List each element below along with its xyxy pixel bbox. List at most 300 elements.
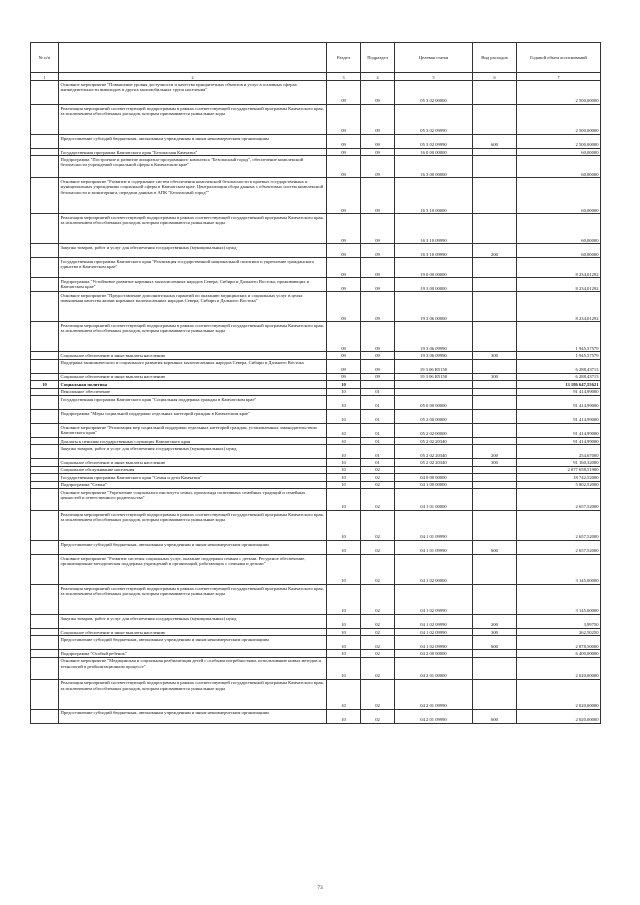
page-number: 73 bbox=[317, 885, 323, 891]
row-target-article: 04 2 01 09990 bbox=[395, 679, 473, 709]
table-body bbox=[31, 81, 601, 724]
row-number bbox=[31, 81, 59, 105]
table-row bbox=[31, 459, 601, 466]
row-name: Предоставление субсидий бюджетным, автономным учреждениям и иным некоммерческим организациям bbox=[59, 541, 327, 555]
row-podrazdel: 02 bbox=[361, 555, 395, 585]
row-number bbox=[31, 292, 59, 322]
row-razdel: 10 bbox=[327, 388, 361, 395]
row-podrazdel: 02 bbox=[361, 474, 395, 481]
col-num: 1 bbox=[31, 73, 59, 81]
row-target-article: 19 3 06 R5150 bbox=[395, 359, 473, 373]
table-row bbox=[31, 135, 601, 149]
row-razdel: 09 bbox=[327, 214, 361, 244]
row-razdel: 10 bbox=[327, 481, 361, 488]
row-number bbox=[31, 322, 59, 352]
row-target-article: 05 3 02 09990 bbox=[395, 105, 473, 135]
row-expense-type bbox=[473, 156, 517, 178]
row-target-article: 04 2 01 09990 bbox=[395, 709, 473, 723]
row-number bbox=[31, 135, 59, 149]
row-name: Социальное обеспечение и иные выплаты населению bbox=[59, 373, 327, 380]
row-expense-type bbox=[473, 555, 517, 585]
row-expense-type bbox=[473, 149, 517, 156]
row-podrazdel: 09 bbox=[361, 373, 395, 380]
row-amount: 91 160,32000 bbox=[517, 459, 601, 466]
row-podrazdel: 09 bbox=[361, 81, 395, 105]
row-razdel: 09 bbox=[327, 156, 361, 178]
table-row bbox=[31, 445, 601, 459]
row-expense-type: 600 bbox=[473, 709, 517, 723]
row-amount: 91 414,99000 bbox=[517, 396, 601, 410]
row-number bbox=[31, 278, 59, 292]
row-number bbox=[31, 629, 59, 636]
header-annual-amount: Годовой объем ассигнований bbox=[517, 43, 601, 73]
row-target-article: 04 1 00 00000 bbox=[395, 481, 473, 488]
table-row bbox=[31, 322, 601, 352]
row-expense-type: 200 bbox=[473, 445, 517, 459]
row-number bbox=[31, 396, 59, 410]
table-row bbox=[31, 636, 601, 650]
row-podrazdel: 01 bbox=[361, 388, 395, 395]
row-target-article: 19 3 06 00000 bbox=[395, 292, 473, 322]
row-number bbox=[31, 438, 59, 445]
row-number bbox=[31, 541, 59, 555]
table-row bbox=[31, 373, 601, 380]
row-target-article: 19 0 00 00000 bbox=[395, 258, 473, 278]
table-row bbox=[31, 481, 601, 488]
row-podrazdel: 02 bbox=[361, 615, 395, 629]
table-row bbox=[31, 629, 601, 636]
table-row bbox=[31, 424, 601, 438]
row-podrazdel: 01 bbox=[361, 424, 395, 438]
row-podrazdel: 09 bbox=[361, 322, 395, 352]
row-name: Закупка товаров, работ и услуг для обеспечения государственных (муниципальных) нужд bbox=[59, 615, 327, 629]
row-target-article: 04 1 02 09990 bbox=[395, 615, 473, 629]
row-razdel: 10 bbox=[327, 511, 361, 541]
row-name: Реализация мероприятий соответствующей подпрограммы в рамках соответствующей государственной программы Камчатского края, за исключением обособленных расходов, которым присваиваются уникальные коды bbox=[59, 585, 327, 615]
table-row bbox=[31, 489, 601, 511]
row-target-article: 04 1 01 09990 bbox=[395, 541, 473, 555]
row-amount: 6 400,00000 bbox=[517, 650, 601, 657]
row-name: Закупка товаров, работ и услуг для обеспечения государственных (муниципальных) нужд bbox=[59, 445, 327, 459]
row-razdel: 10 bbox=[327, 445, 361, 459]
row-expense-type: 600 bbox=[473, 541, 517, 555]
row-amount: 18 742,52000 bbox=[517, 474, 601, 481]
table-row bbox=[31, 541, 601, 555]
row-razdel: 10 bbox=[327, 466, 361, 473]
row-name: Реализация мероприятий соответствующей подпрограммы в рамках соответствующей государственной программы Камчатского края, за исключением обособленных расходов, которым присваиваются уникальные коды bbox=[59, 214, 327, 244]
row-number bbox=[31, 511, 59, 541]
row-expense-type bbox=[473, 481, 517, 488]
row-podrazdel: 09 bbox=[361, 244, 395, 258]
row-expense-type: 200 bbox=[473, 244, 517, 258]
row-target-article: 05 2 02 00000 bbox=[395, 424, 473, 438]
column-number-row bbox=[31, 73, 601, 81]
table-row bbox=[31, 396, 601, 410]
row-number bbox=[31, 585, 59, 615]
row-name: Государственная программа Камчатского края "Безопасная Камчатка" bbox=[59, 149, 327, 156]
row-number bbox=[31, 244, 59, 258]
table-row bbox=[31, 244, 601, 258]
row-name: Основное мероприятие "Повышение уровня доступности и качества приоритетных объектов и услуг в основных сферах жизнедеятельности инвалидов и других маломобильных групп населения" bbox=[59, 81, 327, 105]
row-expense-type bbox=[473, 585, 517, 615]
row-razdel: 10 bbox=[327, 489, 361, 511]
row-razdel: 09 bbox=[327, 135, 361, 149]
row-name: Социальное обслуживание населения bbox=[59, 466, 327, 473]
row-expense-type bbox=[473, 438, 517, 445]
row-amount: 2 657,52000 bbox=[517, 541, 601, 555]
table-row bbox=[31, 438, 601, 445]
row-amount: 91 414,99000 bbox=[517, 438, 601, 445]
row-amount: 2 020,00000 bbox=[517, 679, 601, 709]
row-name: Реализация мероприятий соответствующей подпрограммы в рамках соответствующей государственной программы Камчатского края, за исключением обособленных расходов, которым присваиваются уникальные коды bbox=[59, 511, 327, 541]
row-number bbox=[31, 445, 59, 459]
table-row bbox=[31, 585, 601, 615]
table-row bbox=[31, 278, 601, 292]
row-target-article: 04 1 01 09990 bbox=[395, 511, 473, 541]
table-row bbox=[31, 178, 601, 214]
row-razdel: 09 bbox=[327, 105, 361, 135]
row-razdel: 09 bbox=[327, 258, 361, 278]
row-podrazdel: 02 bbox=[361, 679, 395, 709]
row-number bbox=[31, 474, 59, 481]
col-num: 5 bbox=[395, 73, 473, 81]
row-amount: 60,00000 bbox=[517, 149, 601, 156]
row-expense-type: 600 bbox=[473, 135, 517, 149]
row-podrazdel: 09 bbox=[361, 292, 395, 322]
row-expense-type bbox=[473, 322, 517, 352]
header-razdel: Раздел bbox=[327, 43, 361, 73]
row-expense-type: 300 bbox=[473, 459, 517, 466]
row-podrazdel: 09 bbox=[361, 156, 395, 178]
table-row bbox=[31, 292, 601, 322]
table-row bbox=[31, 258, 601, 278]
row-target-article: 04 1 02 09990 bbox=[395, 636, 473, 650]
row-razdel: 09 bbox=[327, 352, 361, 359]
row-target-article: 04 1 01 00000 bbox=[395, 489, 473, 511]
row-podrazdel: 02 bbox=[361, 585, 395, 615]
table-row bbox=[31, 352, 601, 359]
row-razdel: 10 bbox=[327, 459, 361, 466]
row-razdel: 09 bbox=[327, 373, 361, 380]
col-num: 2 bbox=[59, 73, 327, 81]
row-podrazdel: 09 bbox=[361, 258, 395, 278]
row-podrazdel: 02 bbox=[361, 489, 395, 511]
row-razdel: 10 bbox=[327, 541, 361, 555]
row-name: Основное мероприятие "Развитие системы социальных услуг, оказание поддержки семьям с детьми. Ресурсное обеспечение, организационно-методическая поддержка учреждений и организаций, работающих с семьями и детьми" bbox=[59, 555, 327, 585]
row-name: Реализация мероприятий соответствующей подпрограммы в рамках соответствующей государственной программы Камчатского края, за исключением обособленных расходов, которым присваиваются уникальные коды bbox=[59, 322, 327, 352]
row-number bbox=[31, 555, 59, 585]
col-num: 3 bbox=[327, 73, 361, 81]
row-amount: 254,67000 bbox=[517, 445, 601, 459]
row-expense-type: 300 bbox=[473, 629, 517, 636]
row-name: Подпрограмма "Устойчивое развитие коренных малочисленных народов Севера, Сибири и Дальнего Востока, проживающих в Камчатском крае" bbox=[59, 278, 327, 292]
row-target-article: 05 2 00 00000 bbox=[395, 410, 473, 424]
row-target-article: 05 0 00 00000 bbox=[395, 396, 473, 410]
row-target-article: 04 1 02 09990 bbox=[395, 629, 473, 636]
table-row bbox=[31, 555, 601, 585]
row-name: Основное мероприятие "Предоставление дополнительных гарантий по оказанию медицинских и социальных услуг в целях повышения качества жизни коренных малочисленных народов Севера, Сибири и Дальнего Востока" bbox=[59, 292, 327, 322]
row-expense-type bbox=[473, 466, 517, 473]
row-expense-type: 600 bbox=[473, 636, 517, 650]
row-amount: 91 414,99000 bbox=[517, 388, 601, 395]
row-name: Социальное обеспечение и иные выплаты населению bbox=[59, 629, 327, 636]
row-number bbox=[31, 679, 59, 709]
row-target-article: 05 3 02 09990 bbox=[395, 135, 473, 149]
row-amount: 1 945,57579 bbox=[517, 322, 601, 352]
row-podrazdel: 09 bbox=[361, 178, 395, 214]
row-number bbox=[31, 615, 59, 629]
row-razdel: 10 bbox=[327, 474, 361, 481]
row-number bbox=[31, 650, 59, 657]
row-amount: 2 500,00000 bbox=[517, 135, 601, 149]
row-target-article: 05 2 02 20340 bbox=[395, 438, 473, 445]
row-expense-type bbox=[473, 679, 517, 709]
row-number bbox=[31, 178, 59, 214]
table-row bbox=[31, 466, 601, 473]
row-podrazdel: 01 bbox=[361, 445, 395, 459]
row-podrazdel: 09 bbox=[361, 135, 395, 149]
row-name: Социальное обеспечение и иные выплаты населению bbox=[59, 352, 327, 359]
row-razdel: 10 bbox=[327, 657, 361, 679]
row-amount: 262,50250 bbox=[517, 629, 601, 636]
row-name: Подпрограмма "Семья" bbox=[59, 481, 327, 488]
row-number bbox=[31, 709, 59, 723]
row-target-article: 04 2 00 00000 bbox=[395, 650, 473, 657]
row-target-article bbox=[395, 388, 473, 395]
row-expense-type: 200 bbox=[473, 615, 517, 629]
row-amount: 8 234,01292 bbox=[517, 278, 601, 292]
row-target-article: 04 1 02 09990 bbox=[395, 585, 473, 615]
row-expense-type bbox=[473, 278, 517, 292]
row-number bbox=[31, 466, 59, 473]
row-name: Предоставление субсидий бюджетным, автономным учреждениям и иным некоммерческим организациям bbox=[59, 135, 327, 149]
row-amount: 3 145,00000 bbox=[517, 585, 601, 615]
row-amount: 2 020,00000 bbox=[517, 657, 601, 679]
row-target-article: 16 3 10 09990 bbox=[395, 244, 473, 258]
row-target-article: 05 2 02 20340 bbox=[395, 445, 473, 459]
col-num: 7 bbox=[517, 73, 601, 81]
row-target-article: 19 3 06 09990 bbox=[395, 322, 473, 352]
row-name: Доплаты к пенсиям государственных служащих Камчатского края bbox=[59, 438, 327, 445]
row-name: Государственная программа Камчатского края "Реализация государственной национальной политики и укрепление гражданского единства в Камчатском крае" bbox=[59, 258, 327, 278]
row-amount: 60,00000 bbox=[517, 214, 601, 244]
row-number bbox=[31, 105, 59, 135]
row-razdel: 10 bbox=[327, 679, 361, 709]
table-row bbox=[31, 381, 601, 388]
table-row bbox=[31, 388, 601, 395]
table-row bbox=[31, 679, 601, 709]
row-podrazdel: 01 bbox=[361, 438, 395, 445]
row-number bbox=[31, 149, 59, 156]
row-expense-type bbox=[473, 81, 517, 105]
header-podrazdel: Подраздел bbox=[361, 43, 395, 73]
budget-table bbox=[30, 42, 601, 724]
row-razdel: 10 bbox=[327, 709, 361, 723]
row-razdel: 10 bbox=[327, 424, 361, 438]
row-amount: 60,00000 bbox=[517, 156, 601, 178]
row-number bbox=[31, 373, 59, 380]
table-row bbox=[31, 511, 601, 541]
row-expense-type bbox=[473, 388, 517, 395]
row-name: Основное мероприятие "Укрепление социального института семьи, пропаганда позитивных семейных традиций и семейных ценностей и ответственного родительства" bbox=[59, 489, 327, 511]
row-target-article: 16 3 00 00000 bbox=[395, 156, 473, 178]
row-razdel: 10 bbox=[327, 381, 361, 388]
header-expense-type: Вид расходов bbox=[473, 43, 517, 73]
row-razdel: 09 bbox=[327, 149, 361, 156]
row-razdel: 09 bbox=[327, 81, 361, 105]
table-row bbox=[31, 709, 601, 723]
row-expense-type bbox=[473, 178, 517, 214]
row-expense-type bbox=[473, 359, 517, 373]
row-number bbox=[31, 657, 59, 679]
row-name: Основное мероприятие "Развитие и содержание систем обеспечения комплексной безопасности в краевых государственных и муниципальных учреждениях социальной сферы в Камчатском крае. Централизация сбора данных с объектовых систем комплексной безопасности и мониторинга, передачи данных в АПК "Безопасный город"" bbox=[59, 178, 327, 214]
row-number bbox=[31, 388, 59, 395]
table-row bbox=[31, 657, 601, 679]
row-target-article bbox=[395, 466, 473, 473]
row-podrazdel: 02 bbox=[361, 511, 395, 541]
row-name: Предоставление субсидий бюджетным, автономным учреждениям и иным некоммерческим организациям bbox=[59, 709, 327, 723]
col-num: 4 bbox=[361, 73, 395, 81]
row-name: Основное мероприятие "Реализация мер социальной поддержки отдельных категорий граждан, установленных законодательством Камчатского края" bbox=[59, 424, 327, 438]
row-expense-type bbox=[473, 511, 517, 541]
row-razdel: 10 bbox=[327, 585, 361, 615]
row-podrazdel: 09 bbox=[361, 149, 395, 156]
row-amount: 60,00000 bbox=[517, 178, 601, 214]
row-razdel: 09 bbox=[327, 244, 361, 258]
row-amount: 3 145,00000 bbox=[517, 555, 601, 585]
col-num: 6 bbox=[473, 73, 517, 81]
row-target-article: 19 3 00 00000 bbox=[395, 278, 473, 292]
row-podrazdel: 09 bbox=[361, 214, 395, 244]
row-razdel: 10 bbox=[327, 396, 361, 410]
row-number bbox=[31, 424, 59, 438]
table-row bbox=[31, 105, 601, 135]
row-razdel: 10 bbox=[327, 629, 361, 636]
row-expense-type bbox=[473, 650, 517, 657]
row-name: Реализация мероприятий соответствующей подпрограммы в рамках соответствующей государственной программы Камчатского края, за исключением обособленных расходов, которым присваиваются уникальные коды bbox=[59, 679, 327, 709]
row-podrazdel: 09 bbox=[361, 105, 395, 135]
row-number bbox=[31, 489, 59, 511]
row-name: Подпрограмма "Особый ребенок" bbox=[59, 650, 327, 657]
row-razdel: 09 bbox=[327, 322, 361, 352]
row-amount: 2 500,00000 bbox=[517, 81, 601, 105]
row-target-article: 19 3 06 09990 bbox=[395, 352, 473, 359]
header-target-article: Целевая статья bbox=[395, 43, 473, 73]
row-number bbox=[31, 214, 59, 244]
row-name: Пенсионное обеспечение bbox=[59, 388, 327, 395]
row-podrazdel: 09 bbox=[361, 359, 395, 373]
row-podrazdel: 09 bbox=[361, 352, 395, 359]
table-header-row bbox=[31, 43, 601, 73]
row-name: Предоставление субсидий бюджетным, автономным учреждениям и иным некоммерческим организациям bbox=[59, 636, 327, 650]
row-target-article: 04 2 01 00000 bbox=[395, 657, 473, 679]
row-amount: 1 945,57579 bbox=[517, 352, 601, 359]
row-name: Государственная программа Камчатского края "Семья и дети Камчатки" bbox=[59, 474, 327, 481]
table-row bbox=[31, 156, 601, 178]
row-name: Поддержка экономического и социального развития коренных малочисленных народов Севера, Сибири и Дальнего Востока bbox=[59, 359, 327, 373]
table-row bbox=[31, 81, 601, 105]
row-number bbox=[31, 258, 59, 278]
row-target-article: 04 1 02 00000 bbox=[395, 555, 473, 585]
row-expense-type bbox=[473, 410, 517, 424]
row-expense-type bbox=[473, 474, 517, 481]
table-row bbox=[31, 474, 601, 481]
header-name bbox=[59, 43, 327, 73]
row-name: Закупка товаров, работ и услуг для обеспечения государственных (муниципальных) нужд bbox=[59, 244, 327, 258]
row-expense-type bbox=[473, 396, 517, 410]
row-podrazdel: 02 bbox=[361, 650, 395, 657]
row-expense-type bbox=[473, 292, 517, 322]
row-name: Социальное обеспечение и иные выплаты населению bbox=[59, 459, 327, 466]
row-number: 10 bbox=[31, 381, 59, 388]
table-row bbox=[31, 650, 601, 657]
row-name: Социальная политика bbox=[59, 381, 327, 388]
row-target-article: 19 3 06 R5150 bbox=[395, 373, 473, 380]
row-amount: 2 878,50000 bbox=[517, 636, 601, 650]
row-target-article: 16 3 10 00000 bbox=[395, 178, 473, 214]
row-target-article: 04 0 00 00000 bbox=[395, 474, 473, 481]
row-amount: 2 020,00000 bbox=[517, 709, 601, 723]
row-podrazdel: 02 bbox=[361, 541, 395, 555]
row-amount: 8 234,01292 bbox=[517, 292, 601, 322]
row-amount: 91 414,99000 bbox=[517, 410, 601, 424]
row-razdel: 09 bbox=[327, 278, 361, 292]
row-expense-type bbox=[473, 489, 517, 511]
row-target-article bbox=[395, 381, 473, 388]
row-target-article: 16 0 00 00000 bbox=[395, 149, 473, 156]
row-amount: 5 802,52000 bbox=[517, 481, 601, 488]
row-razdel: 09 bbox=[327, 178, 361, 214]
row-expense-type: 300 bbox=[473, 373, 517, 380]
row-podrazdel: 01 bbox=[361, 459, 395, 466]
table-row bbox=[31, 615, 601, 629]
row-expense-type bbox=[473, 105, 517, 135]
row-podrazdel: 09 bbox=[361, 278, 395, 292]
row-amount: 2 657,52000 bbox=[517, 511, 601, 541]
row-razdel: 10 bbox=[327, 555, 361, 585]
row-number bbox=[31, 636, 59, 650]
row-razdel: 10 bbox=[327, 650, 361, 657]
row-expense-type bbox=[473, 424, 517, 438]
row-podrazdel: 01 bbox=[361, 396, 395, 410]
row-expense-type bbox=[473, 381, 517, 388]
budget-table-container bbox=[30, 42, 600, 724]
row-expense-type bbox=[473, 214, 517, 244]
row-number bbox=[31, 156, 59, 178]
row-name: Основное мероприятие "Медицинская и социальная реабилитация детей с особыми потребностями, использование новых методов и технологий в реабилитационном процессе" bbox=[59, 657, 327, 679]
row-amount: 60,00000 bbox=[517, 244, 601, 258]
row-podrazdel: 02 bbox=[361, 709, 395, 723]
row-amount: 13 186 647,55621 bbox=[517, 381, 601, 388]
row-razdel: 10 bbox=[327, 438, 361, 445]
row-name: Государственная программа Камчатского края "Социальная поддержка граждан в Камчатском крае" bbox=[59, 396, 327, 410]
row-number bbox=[31, 359, 59, 373]
table-row bbox=[31, 214, 601, 244]
row-razdel: 10 bbox=[327, 615, 361, 629]
row-expense-type: 300 bbox=[473, 352, 517, 359]
table-row bbox=[31, 149, 601, 156]
row-podrazdel: 02 bbox=[361, 636, 395, 650]
row-amount: 3,99750 bbox=[517, 615, 601, 629]
row-amount: 6 288,43713 bbox=[517, 359, 601, 373]
row-amount: 91 414,99000 bbox=[517, 424, 601, 438]
row-razdel: 09 bbox=[327, 359, 361, 373]
row-name: Подпрограмма "Меры социальной поддержки отдельных категорий граждан в Камчатском крае" bbox=[59, 410, 327, 424]
row-expense-type bbox=[473, 258, 517, 278]
row-razdel: 10 bbox=[327, 410, 361, 424]
row-name: Реализация мероприятий соответствующей подпрограммы в рамках соответствующей государственной программы Камчатского края, за исключением обособленных расходов, которым присваиваются уникальные коды bbox=[59, 105, 327, 135]
row-amount: 6 288,43713 bbox=[517, 373, 601, 380]
